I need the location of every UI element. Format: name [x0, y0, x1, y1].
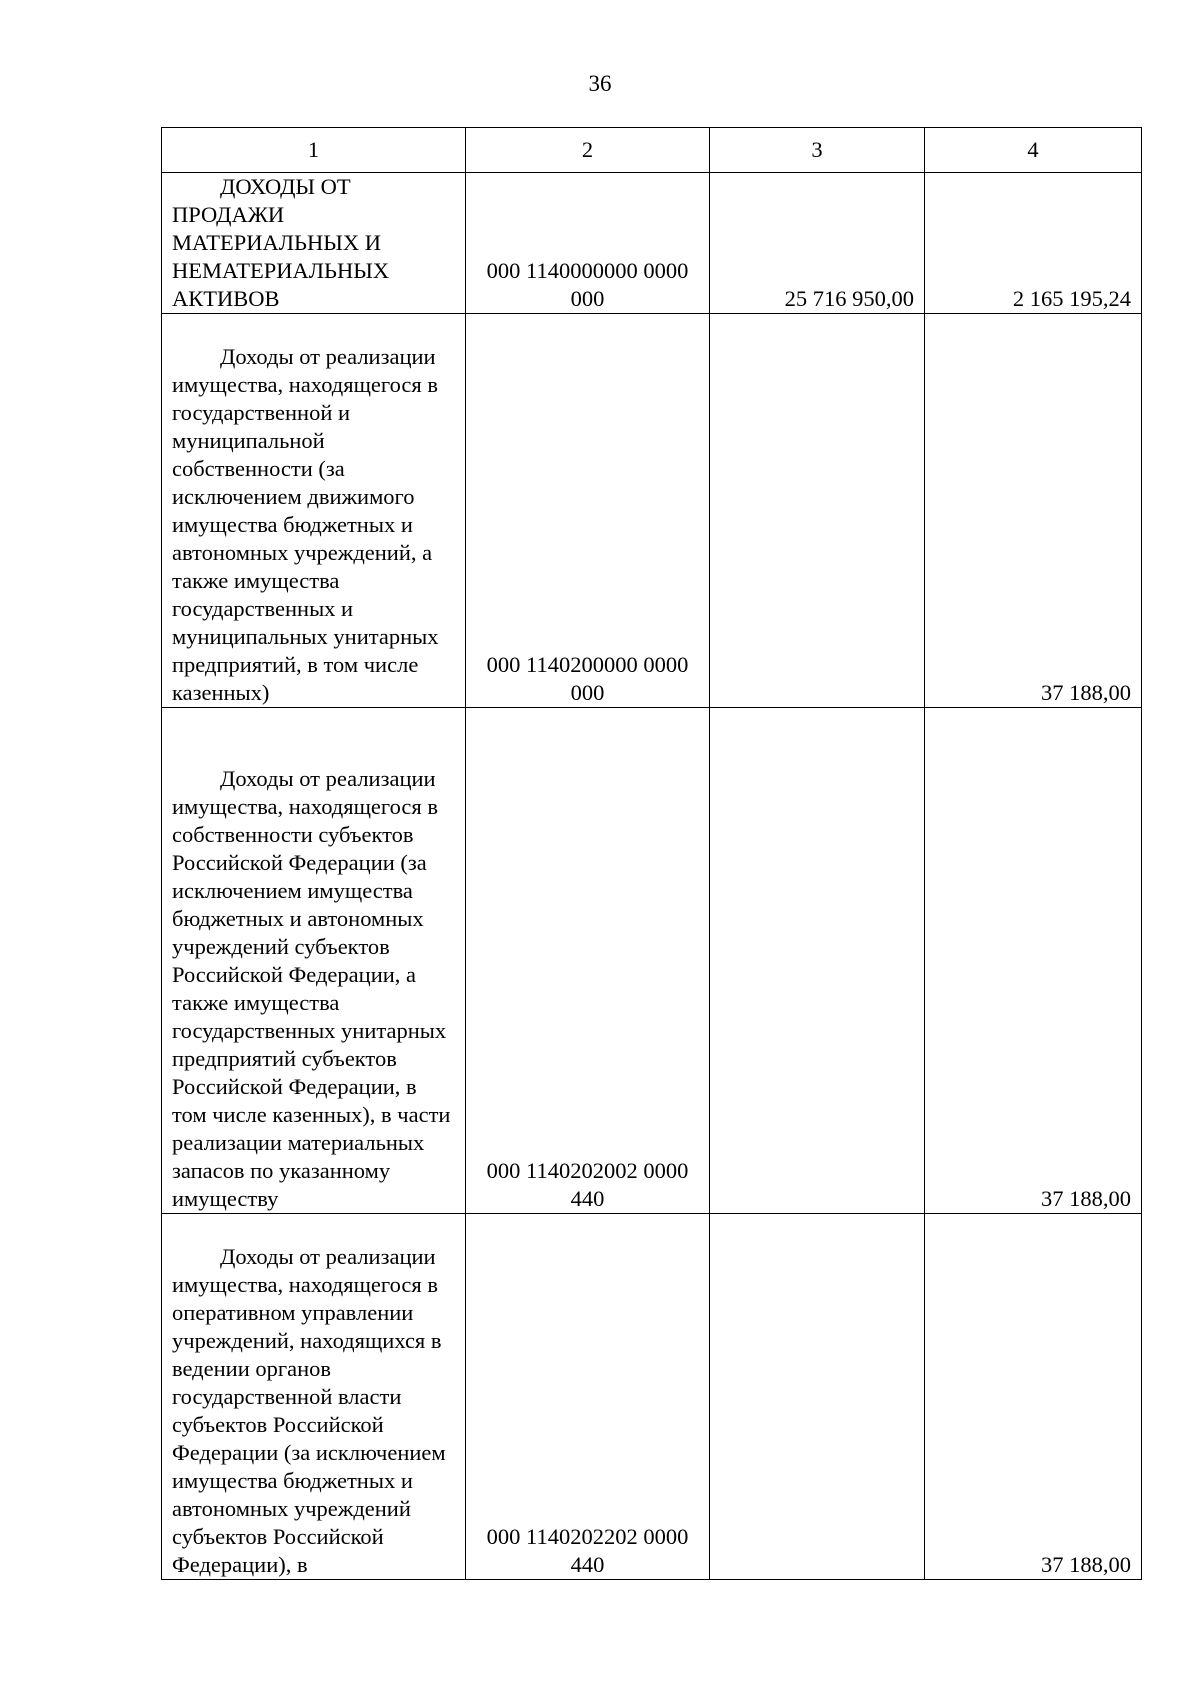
row-description [162, 1214, 466, 1580]
page-number: 36 [588, 71, 612, 96]
row-code-text: 000 1140202202 0000 440 [486, 1524, 689, 1577]
row-code [466, 173, 710, 314]
row-description-text: ДОХОДЫ ОТ ПРОДАЖИ МАТЕРИАЛЬНЫХ И НЕМАТЕРИАЛЬНЫХ АКТИВОВ [172, 174, 390, 311]
header-cell-3: 3 [710, 128, 925, 173]
table-row [162, 314, 1142, 708]
row-description [162, 314, 466, 708]
row-code-text: 000 1140200000 0000 000 [486, 652, 689, 705]
header-cell-1: 1 [162, 128, 466, 173]
table-row [162, 173, 1142, 314]
row-description [162, 173, 466, 314]
table-row [162, 1214, 1142, 1580]
row-code [466, 1214, 710, 1580]
row-amount-col3: 25 716 950,00 [710, 173, 925, 314]
row-description-text: Доходы от реализации имущества, находящегося в оперативном управлении учреждений, находящихся в ведении органов государственной власти субъектов Российской Федерации (за исключением имущества бюджетных и автономных учреждений субъектов Российской Федерации), в [172, 1244, 446, 1577]
row-code [466, 708, 710, 1214]
row-amount-col4: 37 188,00 [925, 708, 1142, 1214]
row-code-text: 000 1140202002 0000 440 [486, 1158, 689, 1211]
table-row [162, 708, 1142, 1214]
row-amount-col4: 2 165 195,24 [925, 173, 1142, 314]
row-code-text: 000 1140000000 0000 000 [486, 258, 689, 311]
row-description [162, 708, 466, 1214]
row-amount-col3 [710, 314, 925, 708]
row-amount-col3 [710, 1214, 925, 1580]
budget-table [161, 127, 1142, 1580]
header-cell-2: 2 [466, 128, 710, 173]
row-amount-col4: 37 188,00 [925, 314, 1142, 708]
row-code [466, 314, 710, 708]
row-description-text: Доходы от реализации имущества, находящегося в государственной и муниципальной собственности (за исключением движимого имущества бюджетных и автономных учреждений, а также имущества государственных и муниципальных унитарных предприятий, в том числе казенных) [172, 344, 439, 705]
row-amount-col4: 37 188,00 [925, 1214, 1142, 1580]
header-cell-4: 4 [925, 128, 1142, 173]
row-amount-col3 [710, 708, 925, 1214]
row-description-text: Доходы от реализации имущества, находящегося в собственности субъектов Российской Федерации (за исключением имущества бюджетных и автономных учреждений субъектов Российской Федерации, а также имущества государственных унитарных предприятий субъектов Российской Федерации, в том числе казенных), в части реализации материальных запасов по указанному имуществу [172, 766, 451, 1211]
table-header-row [162, 128, 1142, 173]
